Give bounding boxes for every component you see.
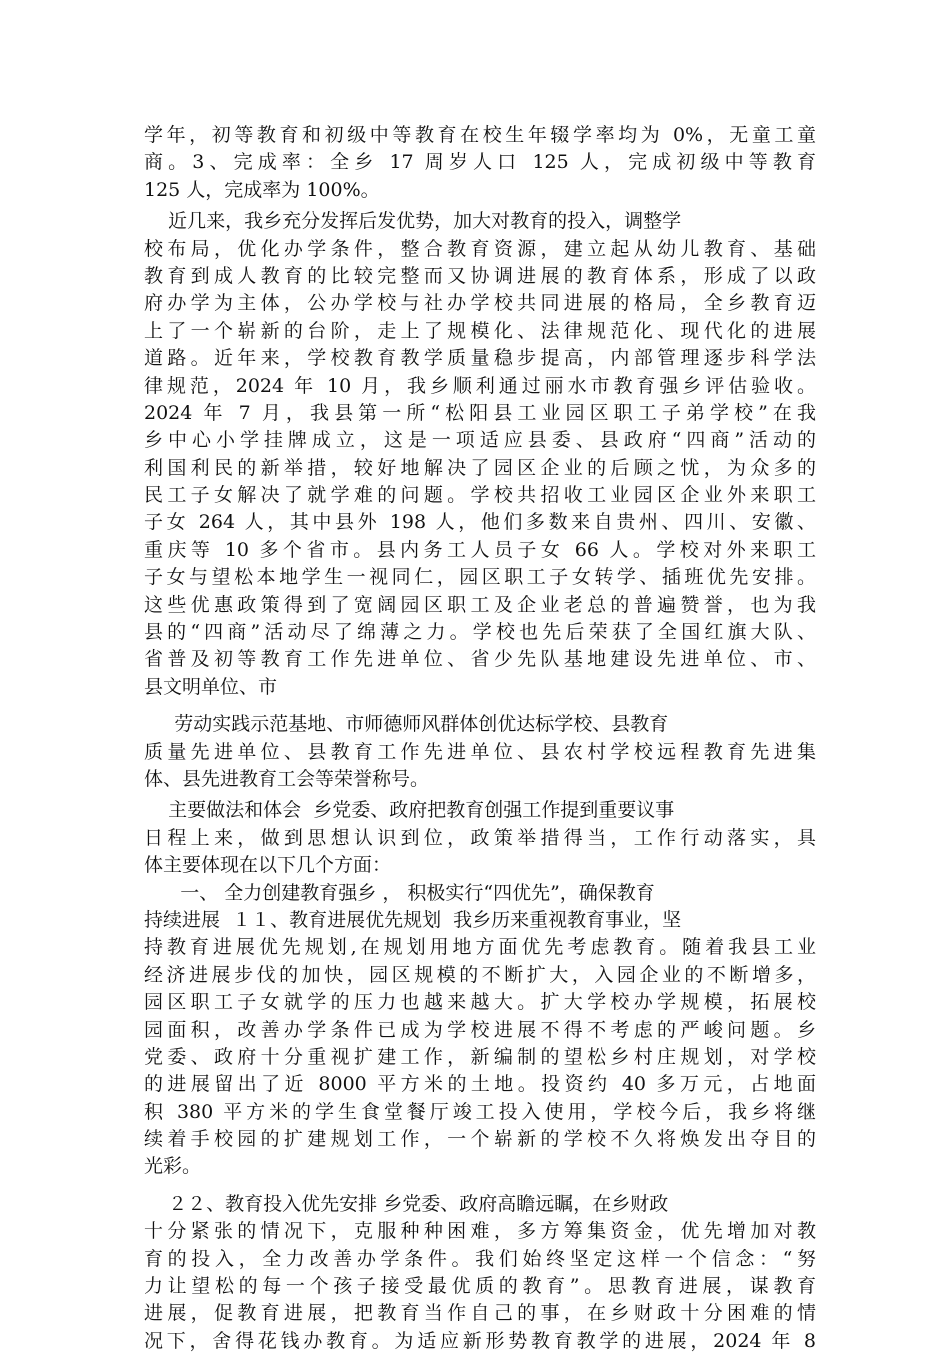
text-line: 校布局，优化办学条件，整合教育资源，建立起从幼儿教育、基础 <box>144 237 816 260</box>
text-line: 道路。近年来，学校教育教学质量稳步提高，内部管理逐步科学法 <box>144 347 816 370</box>
text-line: 主要做法和体会 乡党委、政府把教育创强工作提到重要议事 <box>144 799 675 822</box>
paragraph <box>144 122 816 204</box>
paragraph <box>144 208 816 701</box>
text-line: ２２、教育投入优先安排 乡党委、政府高瞻远瞩，在乡财政 <box>144 1192 669 1215</box>
paragraph <box>144 880 816 1181</box>
text-line: 府办学为主体，公办学校与社办学校共同进展的格局，全乡教育迈 <box>144 292 816 315</box>
text-line: 育的投入，全力改善办学条件。我们始终坚定这样一个信念：“努 <box>144 1247 816 1270</box>
text-line: 体、县先进教育工会等荣誉称号。 <box>144 767 430 790</box>
text-line: 子女 264 人，其中县外 198 人，他们多数来自贵州、四川、安徽、 <box>144 511 816 534</box>
text-line: 进展，促教育进展，把教育当作自己的事，在乡财政十分困难的情 <box>144 1302 816 1325</box>
text-line: 光彩。 <box>144 1155 202 1178</box>
text-line: 教育到成人教育的比较完整而又协调进展的教育体系，形成了以政 <box>144 264 816 287</box>
text-line: 质量先进单位、县教育工作先进单位、县农村学校远程教育先进集 <box>144 740 816 763</box>
text-line: 续着手校园的扩建规划工作，一个崭新的学校不久将焕发出夺目的 <box>144 1128 816 1151</box>
text-line: 县的“四商”活动尽了绵薄之力。学校也先后荣获了全国红旗大队、 <box>144 621 816 644</box>
text-line: 律规范，2024 年 10 月，我乡顺利通过丽水市教育强乡评估验收。 <box>144 374 816 397</box>
text-line: 省普及初等教育工作先进单位、省少先队基地建设先进单位、市、 <box>144 648 816 671</box>
text-line: 经济进展步伐的加快，园区规模的不断扩大，入园企业的不断增多， <box>144 963 816 986</box>
text-line: 持教育进展优先规划,在规划用地方面优先考虑教育。随着我县工业 <box>144 936 816 959</box>
text-line: 这些优惠政策得到了宽阔园区职工及企业老总的普遍赞誉，也为我 <box>144 593 816 616</box>
text-line: 的进展留出了近 8000 平方米的土地。投资约 40 多万元，占地面 <box>144 1073 816 1096</box>
text-line: 2024 年 7 月，我县第一所“松阳县工业园区职工子弟学校”在我 <box>144 401 816 424</box>
paragraph <box>144 711 816 793</box>
text-line: 125 人，完成率为 100%。 <box>144 178 380 201</box>
text-line: 持续进展 １１、教育进展优先规划 我乡历来重视教育事业，坚 <box>144 908 682 931</box>
text-line: 劳动实践示范基地、市师德师风群体创优达标学校、县教育 <box>144 713 669 736</box>
text-line: 一、 全力创建教育强乡 ， 积极实行“四优先”，确保教育 <box>144 881 655 904</box>
text-line: 力让望松的每一个孩子接受最优质的教育”。思教育进展，谋教育 <box>144 1275 816 1298</box>
text-line: 商。3、完成率：全乡 17 周岁人口 125 人，完成初级中等教育 <box>144 151 816 174</box>
text-line: 体主要体现在以下几个方面： <box>144 854 392 877</box>
text-line: 近几来，我乡充分发挥后发优势，加大对教育的投入，调整学 <box>144 210 682 233</box>
text-line: 学年，初等教育和初级中等教育在校生年辍学率均为 0%，无童工童 <box>144 124 816 146</box>
paragraph <box>144 1191 816 1355</box>
text-line: 重庆等 10 多个省市。县内务工人员子女 66 人。学校对外来职工 <box>144 538 816 561</box>
text-line: 利国利民的新举措，较好地解决了园区企业的后顾之忧，为众多的 <box>144 456 816 479</box>
text-line: 况下，舍得花钱办教育。为适应新形势教育教学的进展，2024 年 8 <box>144 1329 816 1352</box>
text-line: 园区职工子女就学的压力也越来越大。扩大学校办学规模，拓展校 <box>144 991 816 1014</box>
text-line: 乡中心小学挂牌成立，这是一项适应县委、县政府“四商”活动的 <box>144 429 816 452</box>
text-line: 党委、政府十分重视扩建工作，新编制的望松乡村庄规划，对学校 <box>144 1045 816 1068</box>
text-line: 上了一个崭新的台阶，走上了规模化、法律规范化、现代化的进展 <box>144 319 816 342</box>
text-line: 积 380 平方米的学生食堂餐厅竣工投入使用，学校今后，我乡将继 <box>144 1100 816 1123</box>
text-line: 民工子女解决了就学难的问题。学校共招收工业园区企业外来职工 <box>144 484 816 507</box>
text-line: 县文明单位、市 <box>144 675 278 698</box>
paragraph <box>144 797 816 879</box>
document-body <box>144 122 816 1355</box>
text-line: 园面积，改善办学条件已成为学校进展不得不考虑的严峻问题。乡 <box>144 1018 816 1041</box>
text-line: 十分紧张的情况下，克服种种困难，多方筹集资金，优先增加对教 <box>144 1220 816 1243</box>
text-line: 子女与望松本地学生一视同仁，园区职工子女转学、插班优先安排。 <box>144 566 816 589</box>
text-line: 日程上来，做到思想认识到位，政策举措得当，工作行动落实，具 <box>144 826 816 849</box>
